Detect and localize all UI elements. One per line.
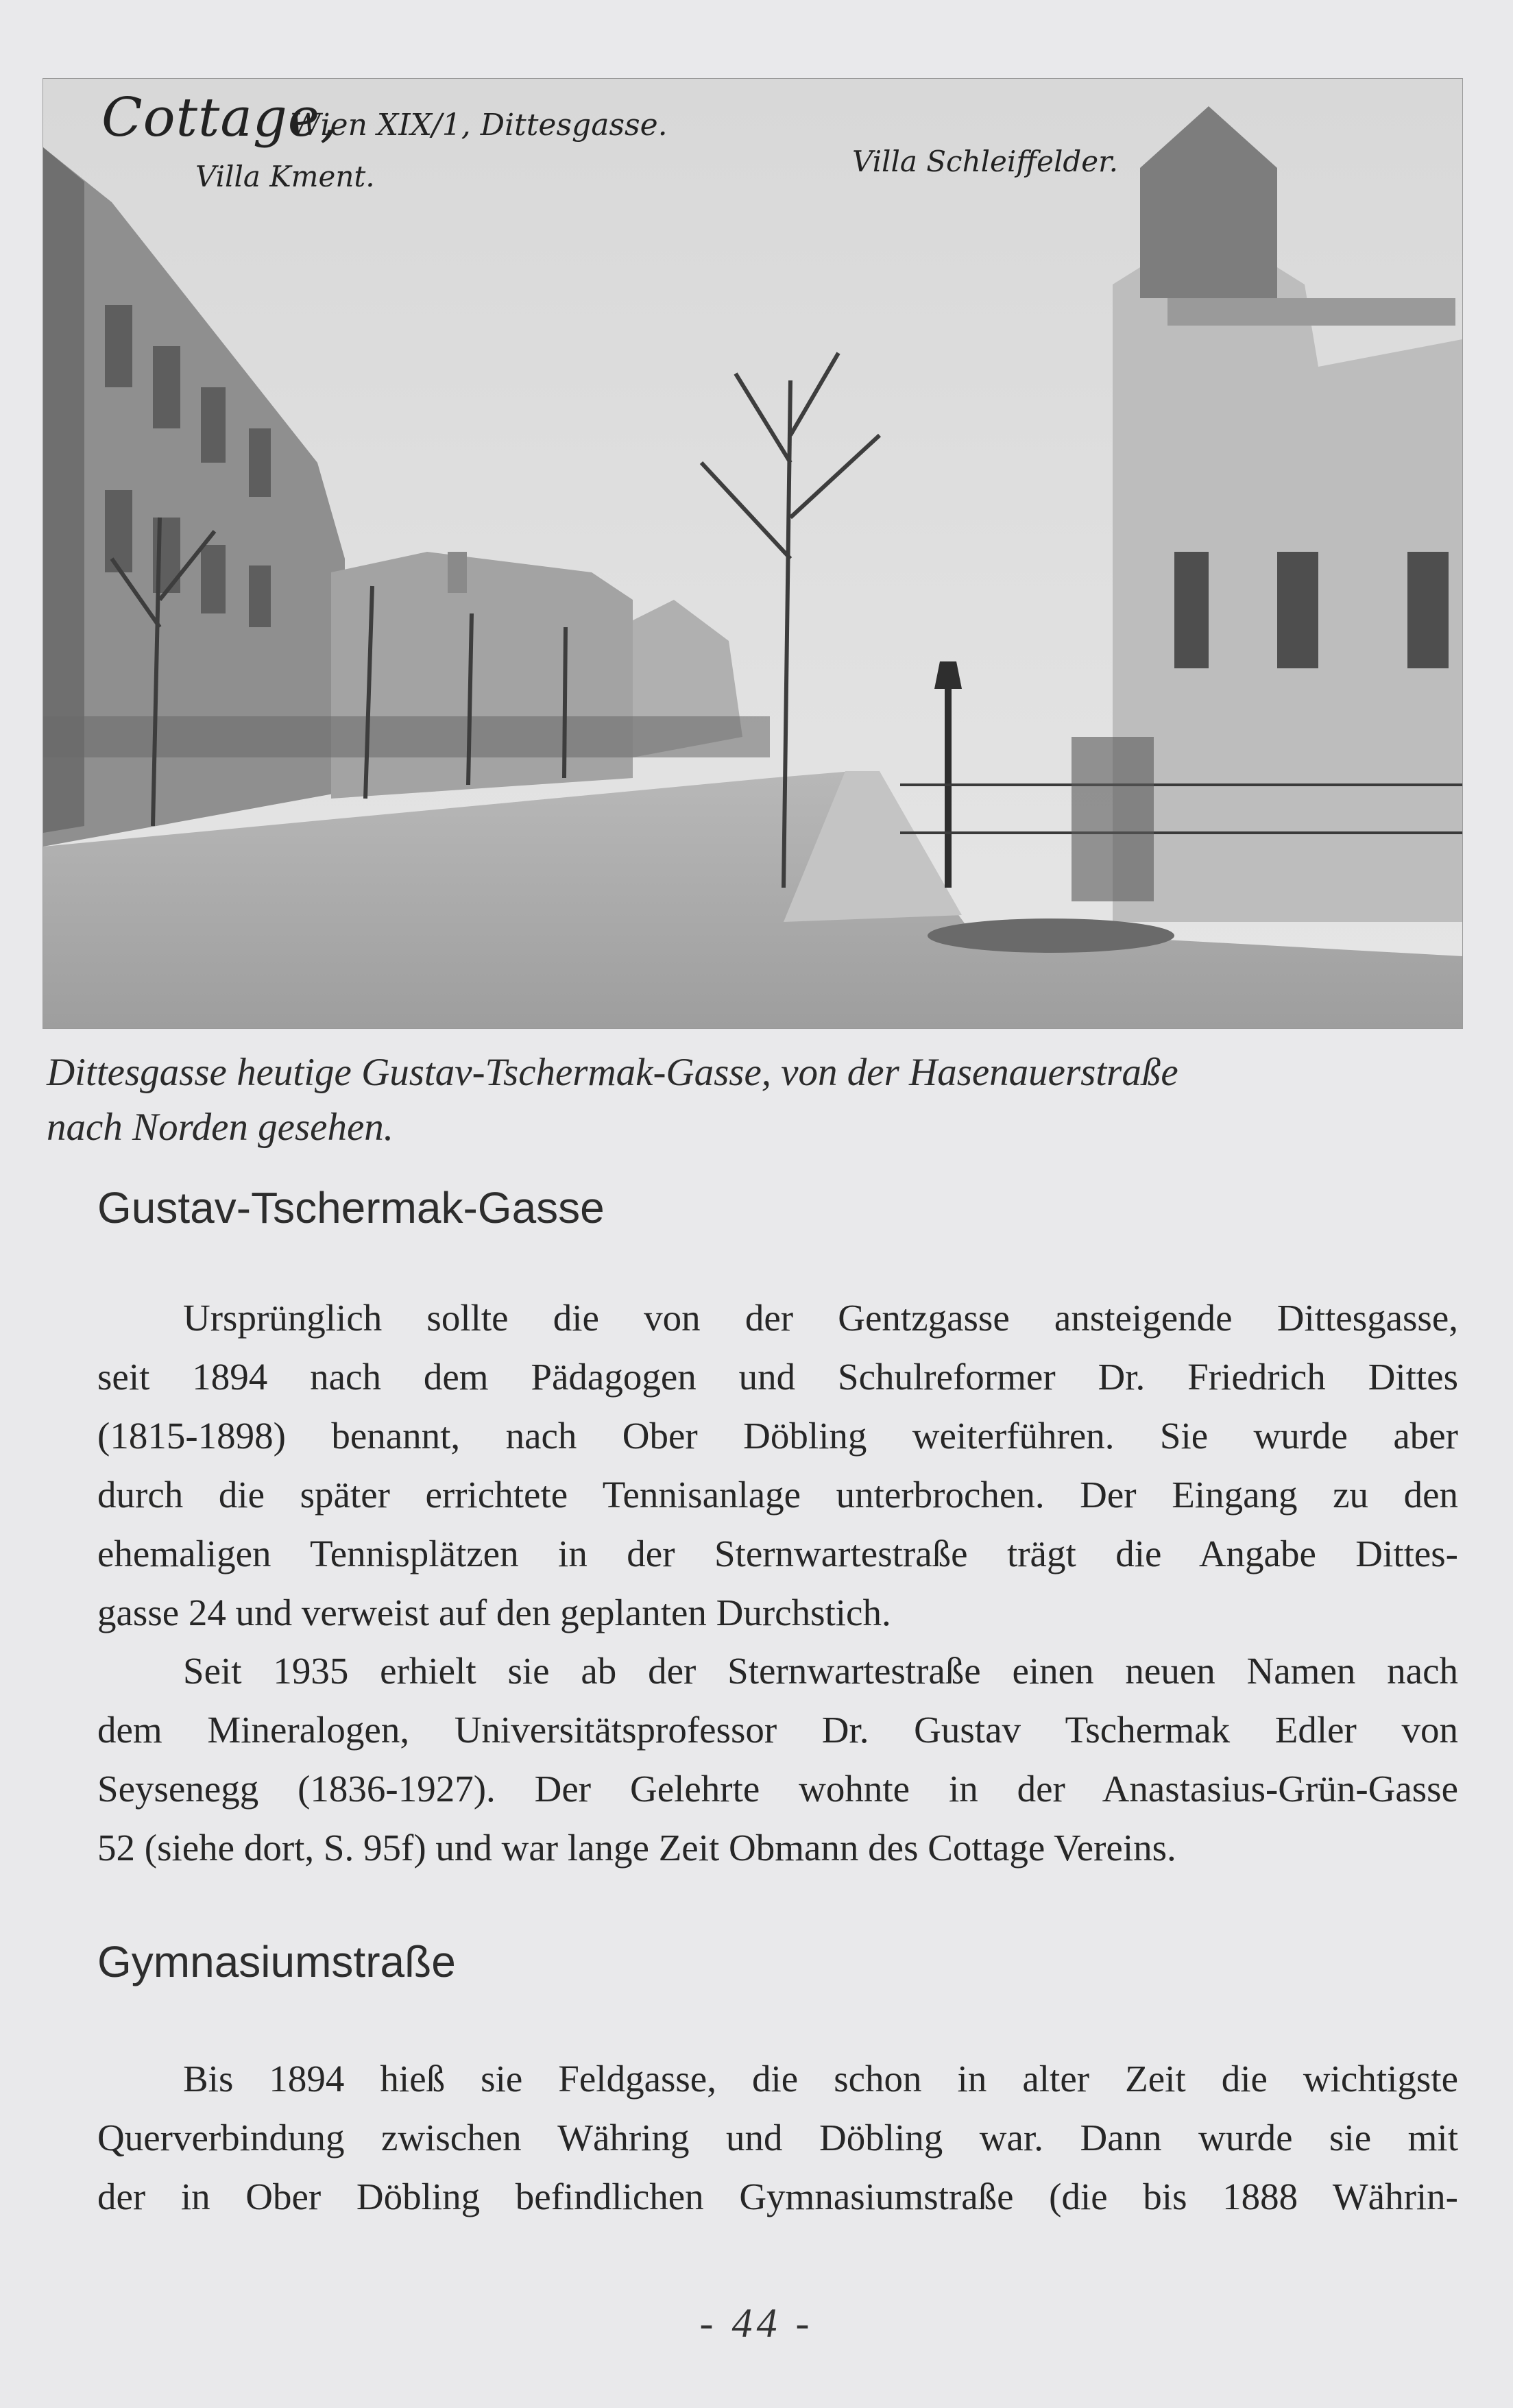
page-number: - 44 - (699, 2300, 814, 2346)
photo-caption (47, 1045, 1466, 1155)
text-line: der in Ober Döbling befindlichen Gymnasiumstraße (die bis 1888 Währin- (97, 2176, 1458, 2217)
text-line: seit 1894 nach dem Pädagogen und Schulreformer Dr. Friedrich Dittes (97, 1356, 1458, 1398)
caption-line: Dittesgasse heutige Gustav-Tschermak-Gasse, von der Hasenauerstraße (47, 1051, 1178, 1094)
postcard-title: Cottage, (101, 87, 338, 149)
paragraph (97, 1289, 1458, 1642)
text-line: Ursprünglich sollte die von der Gentzgasse ansteigende Dittesgasse, (183, 1297, 1458, 1339)
text-line: ehemaligen Tennisplätzen in der Sternwartestraße trägt die Angabe Dittes- (97, 1533, 1458, 1574)
postcard-subtitle: Wien XIX/1, Dittesgasse. (290, 108, 668, 143)
street-scene-illustration (43, 79, 1462, 1028)
text-line: (1815-1898) benannt, nach Ober Döbling weiterführen. Sie wurde aber (97, 1415, 1458, 1457)
postcard-label-left: Villa Kment. (195, 160, 375, 193)
paragraph (97, 1642, 1458, 1877)
text-line: Bis 1894 hieß sie Feldgasse, die schon in alter Zeit die wichtigste (183, 2058, 1458, 2100)
text-line: Querverbindung zwischen Währing und Döbling war. Dann wurde sie mit (97, 2117, 1458, 2158)
text-line: dem Mineralogen, Universitätsprofessor Dr. Gustav Tschermak Edler von (97, 1709, 1458, 1751)
text-line: gasse 24 und verweist auf den geplanten Durchstich. (97, 1592, 891, 1633)
section-heading: Gymnasiumstraße (97, 1937, 456, 1986)
postcard-label-right: Villa Schleiffelder. (852, 145, 1118, 178)
text-line: durch die später errichtete Tennisanlage unterbrochen. Der Eingang zu den (97, 1474, 1458, 1516)
text-line: Seit 1935 erhielt sie ab der Sternwartestraße einen neuen Namen nach (183, 1650, 1458, 1692)
text-line: Seysenegg (1836-1927). Der Gelehrte wohnte in der Anastasius-Grün-Gasse (97, 1768, 1458, 1810)
postcard-photo (43, 79, 1462, 1028)
paragraph (97, 2050, 1458, 2226)
section-heading: Gustav-Tschermak-Gasse (97, 1183, 605, 1232)
text-line: 52 (siehe dort, S. 95f) und war lange Zeit Obmann des Cottage Vereins. (97, 1827, 1176, 1869)
caption-line: nach Norden gesehen. (47, 1106, 394, 1149)
